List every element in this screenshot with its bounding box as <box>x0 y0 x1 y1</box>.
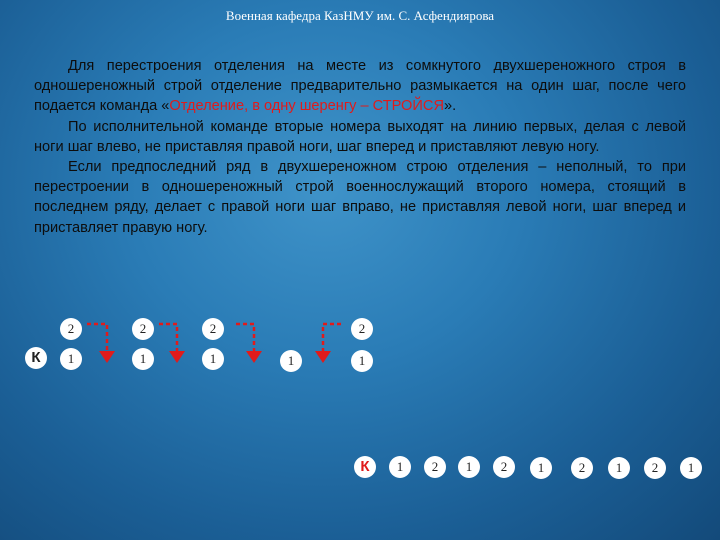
instruction-text <box>34 56 686 238</box>
soldier-back-row: 2 <box>132 318 154 340</box>
soldier-single-line: 1 <box>458 456 480 478</box>
soldier-back-row: 2 <box>60 318 82 340</box>
soldier-front-row: 1 <box>60 348 82 370</box>
paragraph-3: Если предпоследний ряд в двухшереножном строю отделения – неполный, то при перестроении в одношереножный строй военнослужащий второго номера, стоящий в последнем ряду, делает с правой ноги шаг вправо, не приставляя левой ноги, шаг вперед и приставляет правую ногу. <box>34 159 686 236</box>
movement-arrow-left <box>156 318 196 378</box>
soldier-single-line: 1 <box>389 456 411 478</box>
soldier-front-row: 1 <box>202 348 224 370</box>
soldier-front-row: 1 <box>132 348 154 370</box>
paragraph-1-text: Для перестроения отделения на месте из сомкнутого двухшереножного строя в одношереножный строй отделение предварительно размыкается на один шаг, после чего подается команда « <box>34 58 686 115</box>
slide-header: Военная кафедра КазНМУ им. С. Асфендиярова <box>225 8 495 23</box>
commander-marker-before: К <box>25 347 47 369</box>
soldier-back-row: 2 <box>202 318 224 340</box>
soldier-single-line: 2 <box>644 457 666 479</box>
movement-arrow-right <box>314 318 354 378</box>
paragraph-1-end: ». <box>443 98 457 115</box>
commander-marker-after: К <box>354 456 376 478</box>
soldier-back-row: 2 <box>351 318 373 340</box>
soldier-front-row: 1 <box>280 350 302 372</box>
soldier-front-row: 1 <box>351 350 373 372</box>
soldier-single-line: 2 <box>571 457 593 479</box>
soldier-single-line: 1 <box>530 457 552 479</box>
soldier-single-line: 1 <box>608 457 630 479</box>
soldier-single-line: 2 <box>424 456 446 478</box>
paragraph-1 <box>34 56 686 117</box>
movement-arrow-left <box>233 318 273 378</box>
soldier-single-line: 1 <box>680 457 702 479</box>
paragraph-2: По исполнительной команде вторые номера выходят на линию первых, делая с левой ноги шаг влево, не приставляя правой ноги, шаг вперед и приставляют левую ногу. <box>34 118 686 155</box>
command-text: Отделение, в одну шеренгу – СТРОЙСЯ <box>169 98 444 115</box>
soldier-single-line: 2 <box>493 456 515 478</box>
movement-arrow-left <box>84 318 124 378</box>
